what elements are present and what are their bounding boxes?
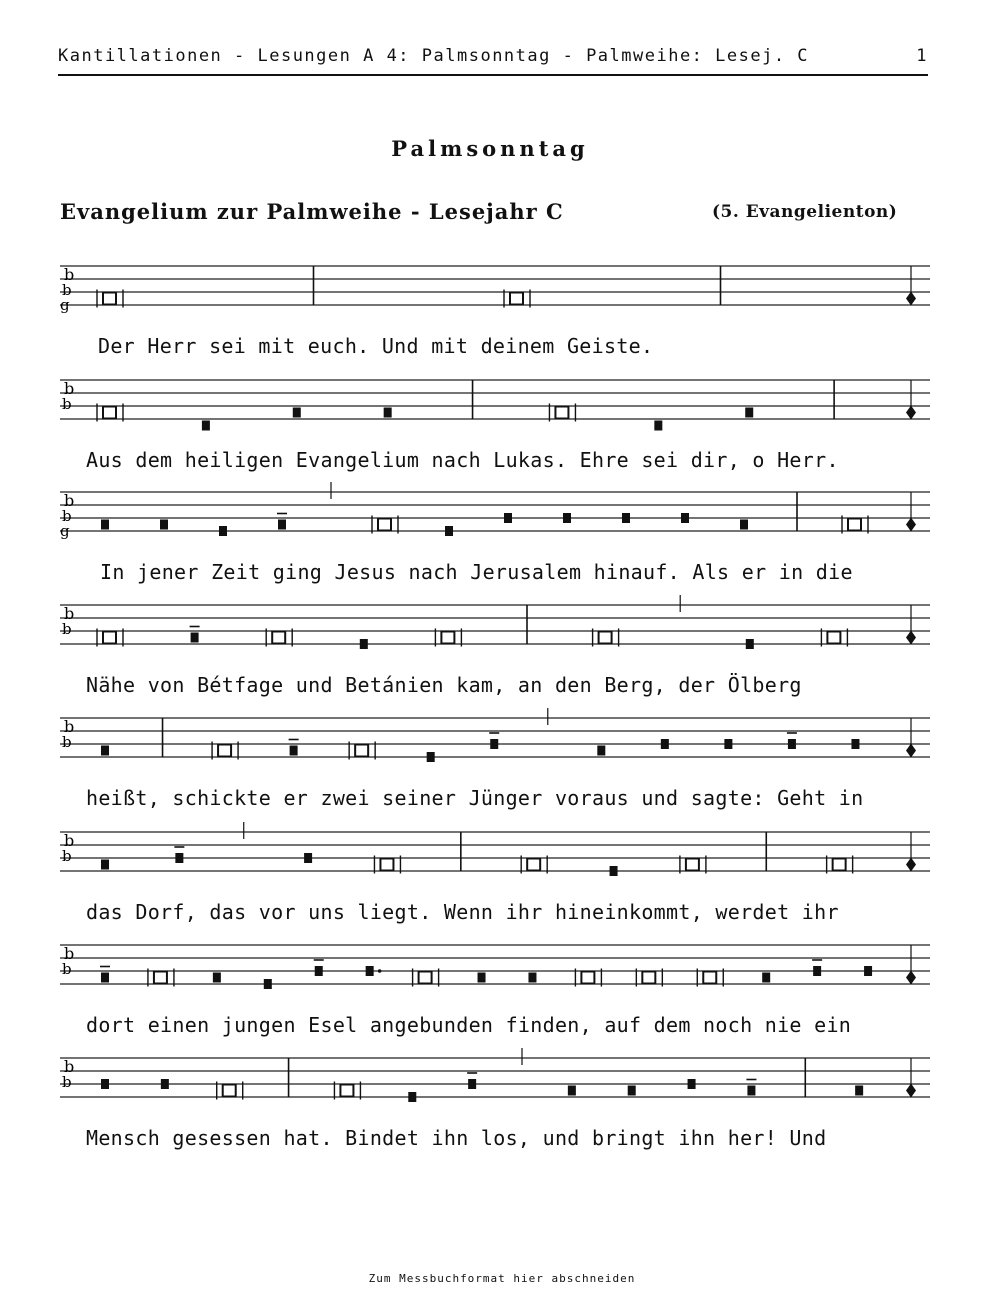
chant-note (746, 639, 754, 649)
chant-note (175, 853, 183, 863)
chant-note (745, 408, 753, 418)
chant-note (563, 513, 571, 523)
chant-note (864, 966, 872, 976)
cut-line-note: Zum Messbuchformat hier abschneiden (368, 1272, 636, 1285)
chant-note (408, 1092, 416, 1102)
chant-note (688, 1079, 696, 1089)
recitation-note (599, 632, 612, 644)
recitation-note (686, 859, 699, 871)
final-note (906, 631, 916, 645)
chant-note (278, 520, 286, 530)
chant-note (788, 739, 796, 749)
chant-note (681, 513, 689, 523)
tone-label: (5. Evangelienton) (712, 202, 898, 222)
chant-note (661, 739, 669, 749)
recitation-note (555, 407, 568, 419)
recitation-note (272, 632, 285, 644)
clef-flat: b (64, 1057, 75, 1076)
recitation-note (218, 745, 231, 757)
chant-note (622, 513, 630, 523)
final-note (906, 406, 916, 420)
chant-note (101, 860, 109, 870)
recitation-note (527, 859, 540, 871)
chant-note (427, 752, 435, 762)
chant-note (762, 973, 770, 983)
recitation-note (703, 972, 716, 984)
clef-flat: b (62, 620, 72, 638)
recitation-note (848, 519, 861, 531)
chant-note (478, 973, 486, 983)
final-note (906, 1084, 916, 1098)
chant-note (366, 966, 374, 976)
chant-note (101, 973, 109, 983)
clef-flat: b (62, 733, 72, 751)
clef-flat: b (64, 944, 75, 963)
chant-note (740, 520, 748, 530)
chant-note (161, 1079, 169, 1089)
clef-flat: b (62, 507, 72, 525)
page-title: Palmsonntag (391, 136, 589, 161)
chant-note (654, 421, 662, 431)
chant-note (528, 973, 536, 983)
chant-note (724, 739, 732, 749)
lyric-line: In jener Zeit ging Jesus nach Jerusalem hinauf. Als er in die (100, 560, 853, 584)
chant-note (384, 408, 392, 418)
augmentation-dot (378, 969, 382, 973)
lyric-line: Mensch gesessen hat. Bindet ihn los, und bringt ihn her! Und (86, 1126, 827, 1150)
clef-key-letter: g (60, 522, 70, 540)
recitation-note (510, 293, 523, 305)
chant-note (264, 979, 272, 989)
chant-note (191, 633, 199, 643)
chant-note (490, 739, 498, 749)
chant-note (360, 639, 368, 649)
chant-note (213, 973, 221, 983)
recitation-note (833, 859, 846, 871)
section-subtitle: Evangelium zur Palmweihe - Lesejahr C (60, 199, 564, 224)
chant-note (219, 526, 227, 536)
chant-note (468, 1079, 476, 1089)
clef-flat: b (64, 604, 75, 623)
recitation-note (581, 972, 594, 984)
clef-flat: b (62, 847, 72, 865)
recitation-note (378, 519, 391, 531)
lyric-line: Der Herr sei mit euch. Und mit deinem Geiste. (98, 334, 654, 358)
recitation-note (419, 972, 432, 984)
clef-flat: b (62, 1073, 72, 1091)
clef-flat: b (64, 491, 75, 510)
recitation-note (827, 632, 840, 644)
clef-flat: b (64, 265, 75, 284)
chant-note (101, 520, 109, 530)
page-number: 1 (916, 46, 928, 66)
recitation-note (103, 632, 116, 644)
final-note (906, 744, 916, 758)
final-note (906, 292, 916, 306)
clef-key-letter: g (60, 296, 70, 314)
chant-note (315, 966, 323, 976)
recitation-note (154, 972, 167, 984)
chant-note (855, 1086, 863, 1096)
recitation-note (355, 745, 368, 757)
chant-note (610, 866, 618, 876)
clef-flat: b (62, 960, 72, 978)
final-note (906, 971, 916, 985)
chant-note (293, 408, 301, 418)
final-note (906, 518, 916, 532)
clef-flat: b (62, 395, 72, 413)
lyric-line: dort einen jungen Esel angebunden finden, auf dem noch nie ein (86, 1013, 852, 1037)
chant-note (504, 513, 512, 523)
recitation-note (223, 1085, 236, 1097)
chant-note (747, 1086, 755, 1096)
clef-flat: b (64, 379, 75, 398)
running-title: Kantillationen - Lesungen A 4: Palmsonntag - Palmweihe: Lesej. C (58, 46, 810, 66)
chant-note (628, 1086, 636, 1096)
chant-note (445, 526, 453, 536)
chant-note (101, 1079, 109, 1089)
lyric-line: heißt, schickte er zwei seiner Jünger voraus und sagte: Geht in (86, 786, 864, 810)
recitation-note (642, 972, 655, 984)
chant-note (290, 746, 298, 756)
recitation-note (103, 407, 116, 419)
chant-note (304, 853, 312, 863)
chant-note (813, 966, 821, 976)
clef-flat: b (64, 717, 75, 736)
clef-flat: b (64, 831, 75, 850)
recitation-note (340, 1085, 353, 1097)
recitation-note (441, 632, 454, 644)
final-note (906, 858, 916, 872)
chant-note (851, 739, 859, 749)
chant-note (160, 520, 168, 530)
chant-note (597, 746, 605, 756)
chant-note (202, 421, 210, 431)
clef-flat: b (62, 281, 72, 299)
chant-note (101, 746, 109, 756)
lyric-line: Nähe von Bétfage und Betánien kam, an den Berg, der Ölberg (86, 673, 802, 697)
lyric-line: Aus dem heiligen Evangelium nach Lukas. Ehre sei dir, o Herr. (86, 448, 839, 472)
recitation-note (380, 859, 393, 871)
recitation-note (103, 293, 116, 305)
chant-note (568, 1086, 576, 1096)
lyric-line: das Dorf, das vor uns liegt. Wenn ihr hineinkommt, werdet ihr (86, 900, 839, 924)
